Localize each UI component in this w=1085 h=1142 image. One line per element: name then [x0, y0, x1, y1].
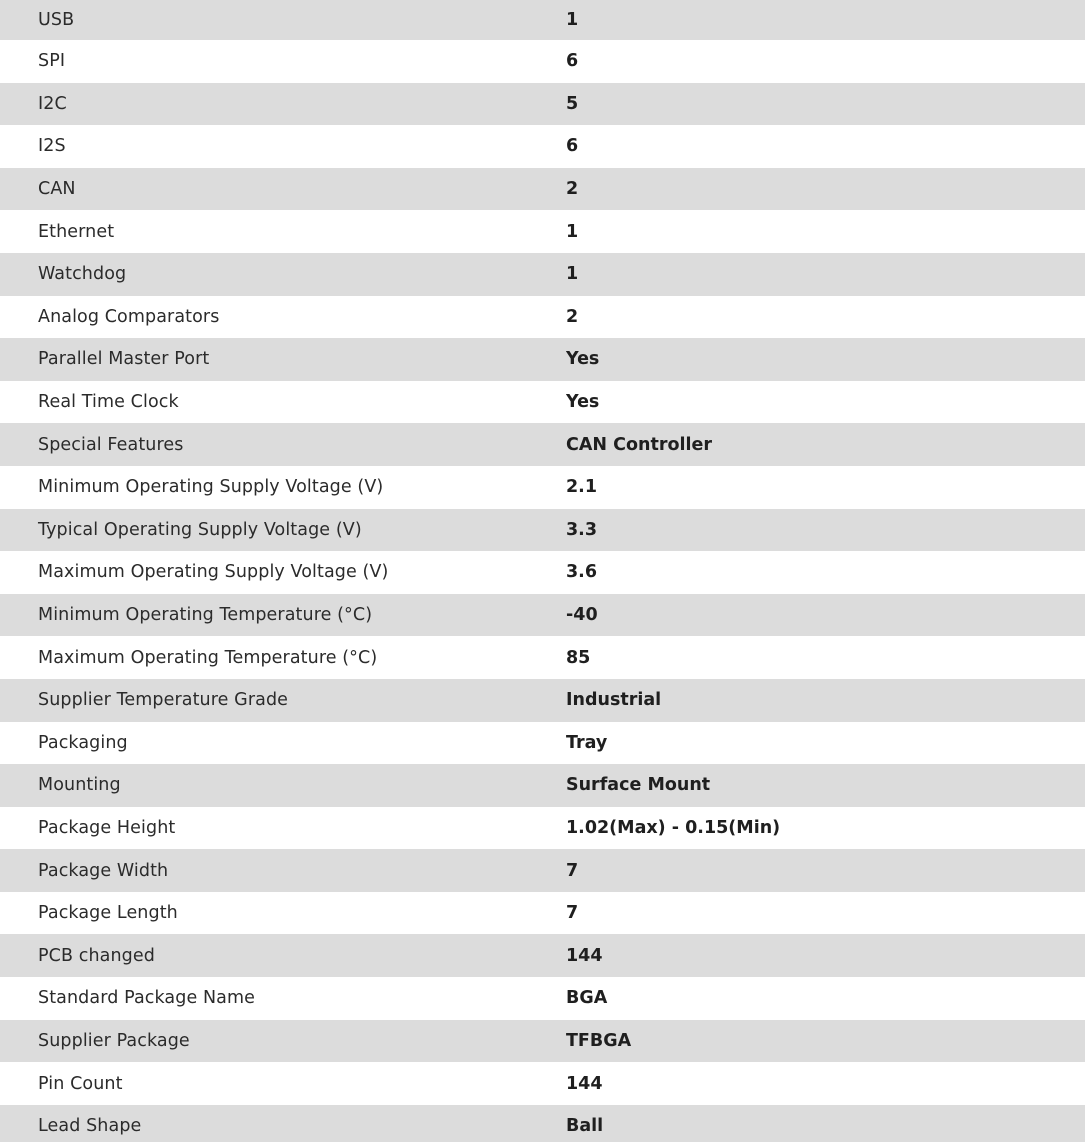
- table-row: [0, 849, 1085, 892]
- spec-label: CAN: [38, 179, 76, 200]
- spec-value: 2: [566, 179, 579, 200]
- spec-value: 6: [566, 51, 579, 72]
- spec-value: Yes: [566, 392, 600, 413]
- spec-label: Maximum Operating Supply Voltage (V): [38, 562, 389, 583]
- spec-label: I2C: [38, 93, 67, 114]
- spec-value: -40: [566, 605, 598, 626]
- spec-label: Minimum Operating Supply Voltage (V): [38, 477, 384, 498]
- spec-value: 1: [566, 221, 579, 242]
- table-row: [0, 0, 1085, 40]
- spec-value: 7: [566, 860, 579, 881]
- table-row: [0, 125, 1085, 168]
- spec-value: TFBGA: [566, 1030, 632, 1051]
- table-row: [0, 977, 1085, 1020]
- spec-label: Watchdog: [38, 264, 127, 285]
- table-row: [0, 509, 1085, 552]
- spec-label: Typical Operating Supply Voltage (V): [38, 519, 362, 540]
- spec-value: 5: [566, 93, 579, 114]
- spec-label: Lead Shape: [38, 1116, 142, 1137]
- spec-value: 3.6: [566, 562, 598, 583]
- spec-label: Pin Count: [38, 1073, 123, 1094]
- spec-value: 1: [566, 10, 579, 30]
- table-row: [0, 296, 1085, 339]
- table-row: [0, 1062, 1085, 1105]
- spec-label: Package Length: [38, 903, 178, 924]
- spec-label: Ethernet: [38, 221, 115, 242]
- spec-label: Mounting: [38, 775, 121, 796]
- table-row: [0, 679, 1085, 722]
- spec-value: CAN Controller: [566, 434, 712, 455]
- table-row: [0, 168, 1085, 211]
- table-row: [0, 934, 1085, 977]
- table-row: [0, 466, 1085, 509]
- table-row: [0, 40, 1085, 83]
- spec-value: 6: [566, 136, 579, 157]
- spec-label: Supplier Package: [38, 1030, 190, 1051]
- table-row: [0, 381, 1085, 424]
- table-row: [0, 636, 1085, 679]
- table-row: [0, 210, 1085, 253]
- table-row: [0, 807, 1085, 850]
- table-row: [0, 423, 1085, 466]
- spec-label: I2S: [38, 136, 66, 157]
- spec-label: Maximum Operating Temperature (°C): [38, 647, 378, 668]
- spec-label: PCB changed: [38, 945, 155, 966]
- spec-label: Real Time Clock: [38, 392, 179, 413]
- table-row: [0, 83, 1085, 126]
- spec-value: 2: [566, 306, 579, 327]
- spec-value: Surface Mount: [566, 775, 711, 796]
- table-row: [0, 551, 1085, 594]
- spec-label: Minimum Operating Temperature (°C): [38, 605, 373, 626]
- table-row: [0, 764, 1085, 807]
- spec-label: Package Height: [38, 817, 176, 838]
- spec-label: SPI: [38, 51, 66, 72]
- spec-label: Parallel Master Port: [38, 349, 210, 370]
- spec-value: Yes: [566, 349, 600, 370]
- spec-value: Tray: [566, 732, 608, 753]
- spec-value: Industrial: [566, 690, 662, 711]
- spec-label: Analog Comparators: [38, 306, 220, 327]
- spec-value: BGA: [566, 988, 608, 1009]
- spec-value: 1: [566, 264, 579, 285]
- spec-value: 144: [566, 1073, 603, 1094]
- spec-value: 2.1: [566, 477, 598, 498]
- table-row: [0, 1020, 1085, 1063]
- table-row: [0, 338, 1085, 381]
- spec-label: Special Features: [38, 434, 184, 455]
- table-row: [0, 722, 1085, 765]
- spec-label: Supplier Temperature Grade: [38, 690, 289, 711]
- spec-value: 1.02(Max) - 0.15(Min): [566, 817, 781, 838]
- spec-value: Ball: [566, 1116, 604, 1137]
- spec-label: Package Width: [38, 860, 169, 881]
- table-row: [0, 892, 1085, 935]
- table-row: [0, 253, 1085, 296]
- spec-label: Standard Package Name: [38, 988, 256, 1009]
- spec-value: 7: [566, 903, 579, 924]
- spec-value: 85: [566, 647, 591, 668]
- table-row: [0, 594, 1085, 637]
- table-row: [0, 1105, 1085, 1142]
- spec-label: Packaging: [38, 732, 128, 753]
- spec-value: 3.3: [566, 519, 598, 540]
- spec-value: 144: [566, 945, 603, 966]
- spec-label: USB: [38, 10, 75, 30]
